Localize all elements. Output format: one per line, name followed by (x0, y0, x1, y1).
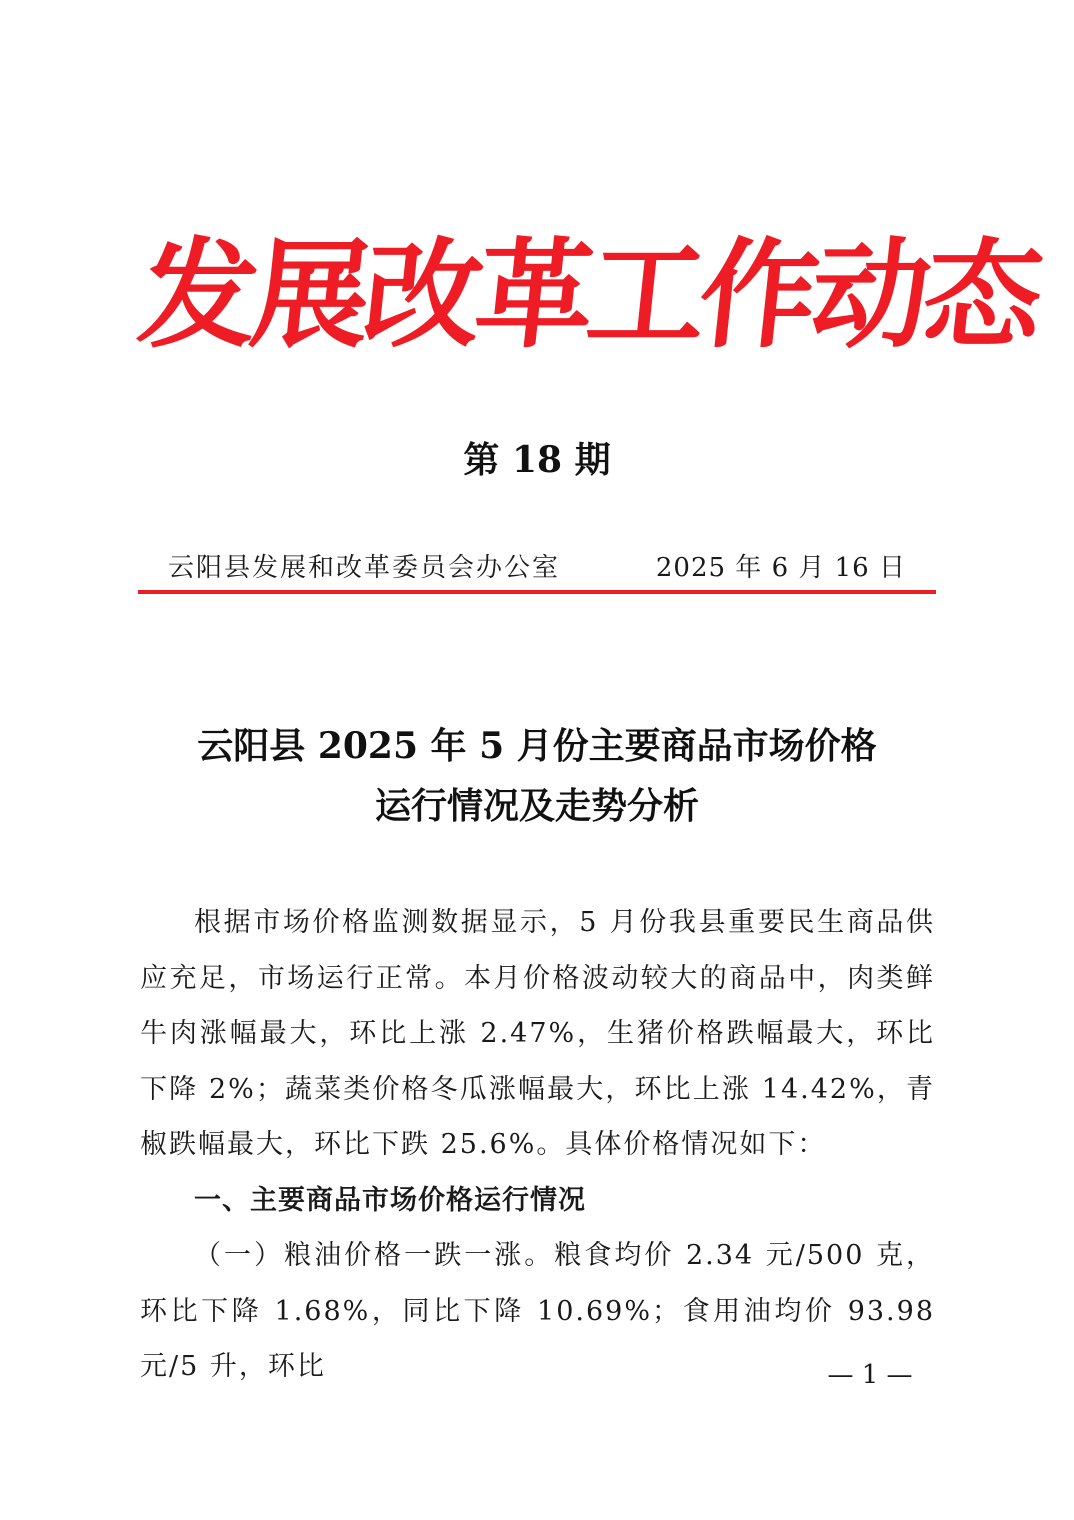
page-number: — 1 — (827, 1360, 913, 1390)
intro-paragraph: 根据市场价格监测数据显示，5 月份我县重要民生商品供应充足，市场运行正常。本月价格波动较大的商品中，肉类鲜牛肉涨幅最大，环比上涨 2.47%，生猪价格跌幅最大，环比下降 2%；蔬菜类价格冬瓜涨幅最大，环比上涨 14.42%，青椒跌幅最大，环比下跌 25.6%。具体价格情况如下： (140, 907, 935, 1160)
document-title-line-1: 云阳县 2025 年 5 月份主要商品市场价格 (197, 725, 877, 767)
issue-date: 2025 年 6 月 16 日 (655, 553, 906, 583)
document-title (100, 716, 974, 836)
subsection-title: （一）粮油价格一跌一涨。 (194, 1240, 555, 1271)
masthead-title: 发展改革工作动态 (132, 225, 1044, 364)
subsection-paragraph (140, 1228, 935, 1395)
section-heading: 一、主要商品市场价格运行情况 (194, 1184, 586, 1216)
document-body (140, 895, 935, 1395)
document-title-line-2: 运行情况及走势分析 (374, 785, 699, 827)
red-separator-line (138, 590, 936, 594)
issuer-row (168, 548, 906, 588)
issue-number: 第 18 期 (463, 439, 611, 481)
issuer-name: 云阳县发展和改革委员会办公室 (168, 553, 561, 583)
subsection-text: 粮食均价 2.34 元/500 克，环比下降 1.68%，同比下降 10.69%；食用油均价 93.98 元/5 升，环比 (140, 1240, 936, 1382)
